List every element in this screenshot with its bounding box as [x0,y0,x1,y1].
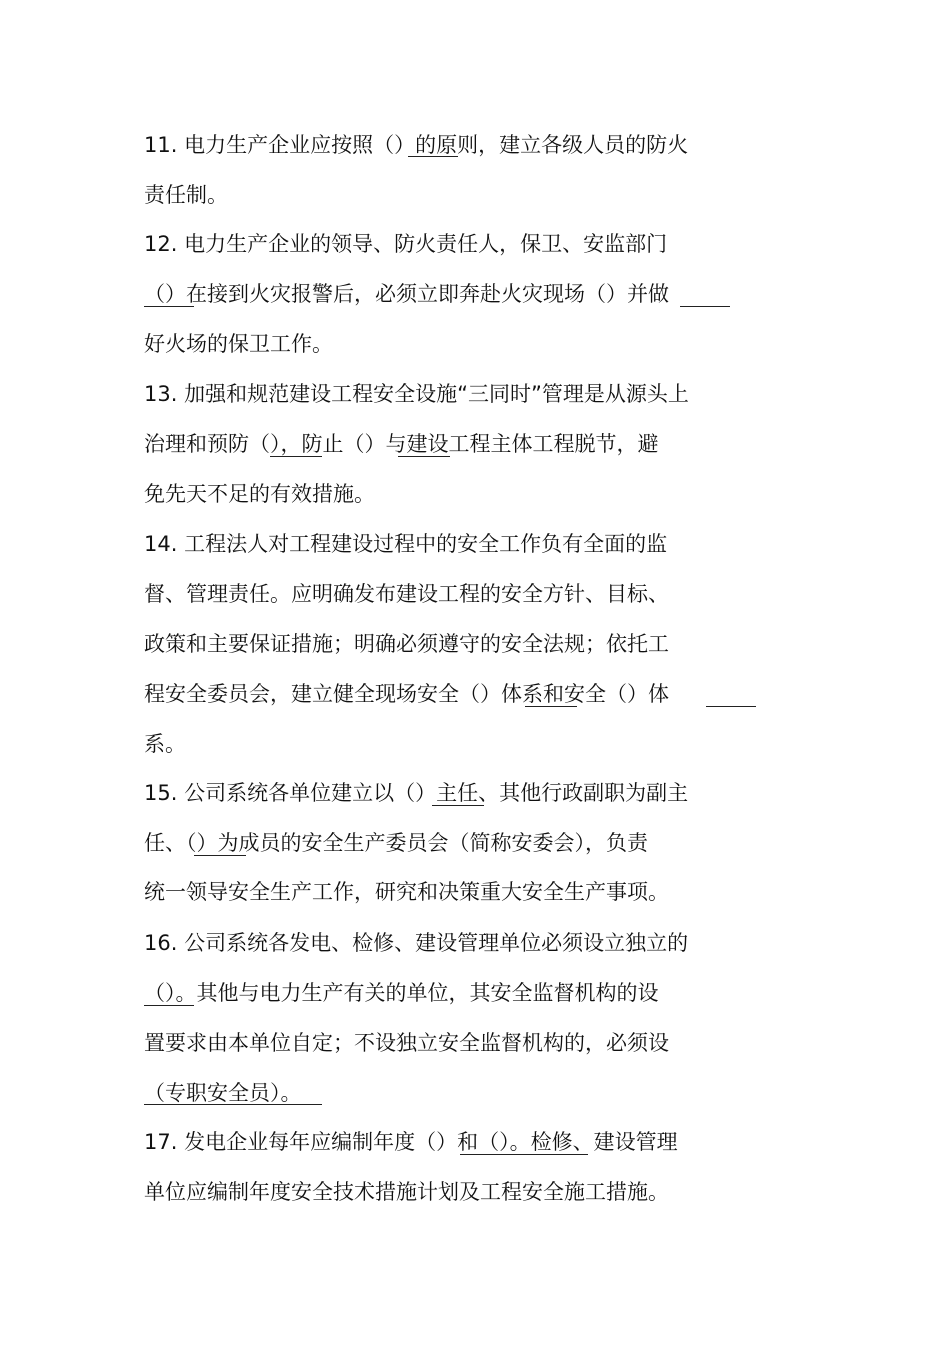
blank-underline [194,855,246,856]
blank-underline [408,156,458,157]
text-line: 免先天不足的有效措施。 [144,482,375,506]
text-line: 程安全委员会，建立健全现场安全（）体系和安全（）体 [144,682,669,706]
text-line: 12. 电力生产企业的领导、防火责任人，保卫、安监部门 [144,232,668,256]
text-line: 16. 公司系统各发电、检修、建设管理单位必须设立独立的 [144,931,689,955]
text-line: 单位应编制年度安全技术措施计划及工程安全施工措施。 [144,1180,669,1204]
text-line: 政策和主要保证措施；明确必须遵守的安全法规；依托工 [144,632,669,656]
text-line: 置要求由本单位自定；不设独立安全监督机构的，必须设 [144,1031,669,1055]
text-line: 17. 发电企业每年应编制年度（）和（）。检修、建设管理 [144,1130,678,1154]
text-line: 15. 公司系统各单位建立以（）主任、其他行政副职为副主 [144,781,689,805]
text-line: 11. 电力生产企业应按照（）的原则，建立各级人员的防火 [144,133,689,157]
text-line: （）在接到火灾报警后，必须立即奔赴火灾现场（）并做 [144,282,669,306]
text-line: 任、（）为成员的安全生产委员会（简称安委会），负责 [144,831,648,855]
blank-underline [398,456,450,457]
blank-underline [144,306,194,307]
blank-underline [525,706,577,707]
text-line: 督、管理责任。应明确发布建设工程的安全方针、目标、 [144,582,669,606]
text-line: 责任制。 [144,183,228,207]
text-line: （）。其他与电力生产有关的单位，其安全监督机构的设 [144,981,659,1005]
text-line: 13. 加强和规范建设工程安全设施“三同时”管理是从源头上 [144,382,689,406]
blank-underline [432,805,484,806]
blank-underline [706,706,756,707]
blank-underline [270,456,322,457]
text-line: 好火场的保卫工作。 [144,332,333,356]
text-line: 14. 工程法人对工程建设过程中的安全工作负有全面的监 [144,532,668,556]
blank-underline [680,306,730,307]
blank-underline [144,1005,194,1006]
text-line: 统一领导安全生产工作，研究和决策重大安全生产事项。 [144,880,669,904]
text-line: 系。 [144,732,186,756]
blank-underline [144,1104,322,1105]
text-line: 治理和预防（），防止（）与建设工程主体工程脱节，避 [144,432,659,456]
text-line: （专职安全员）。 [144,1081,302,1105]
blank-underline [460,1154,588,1155]
